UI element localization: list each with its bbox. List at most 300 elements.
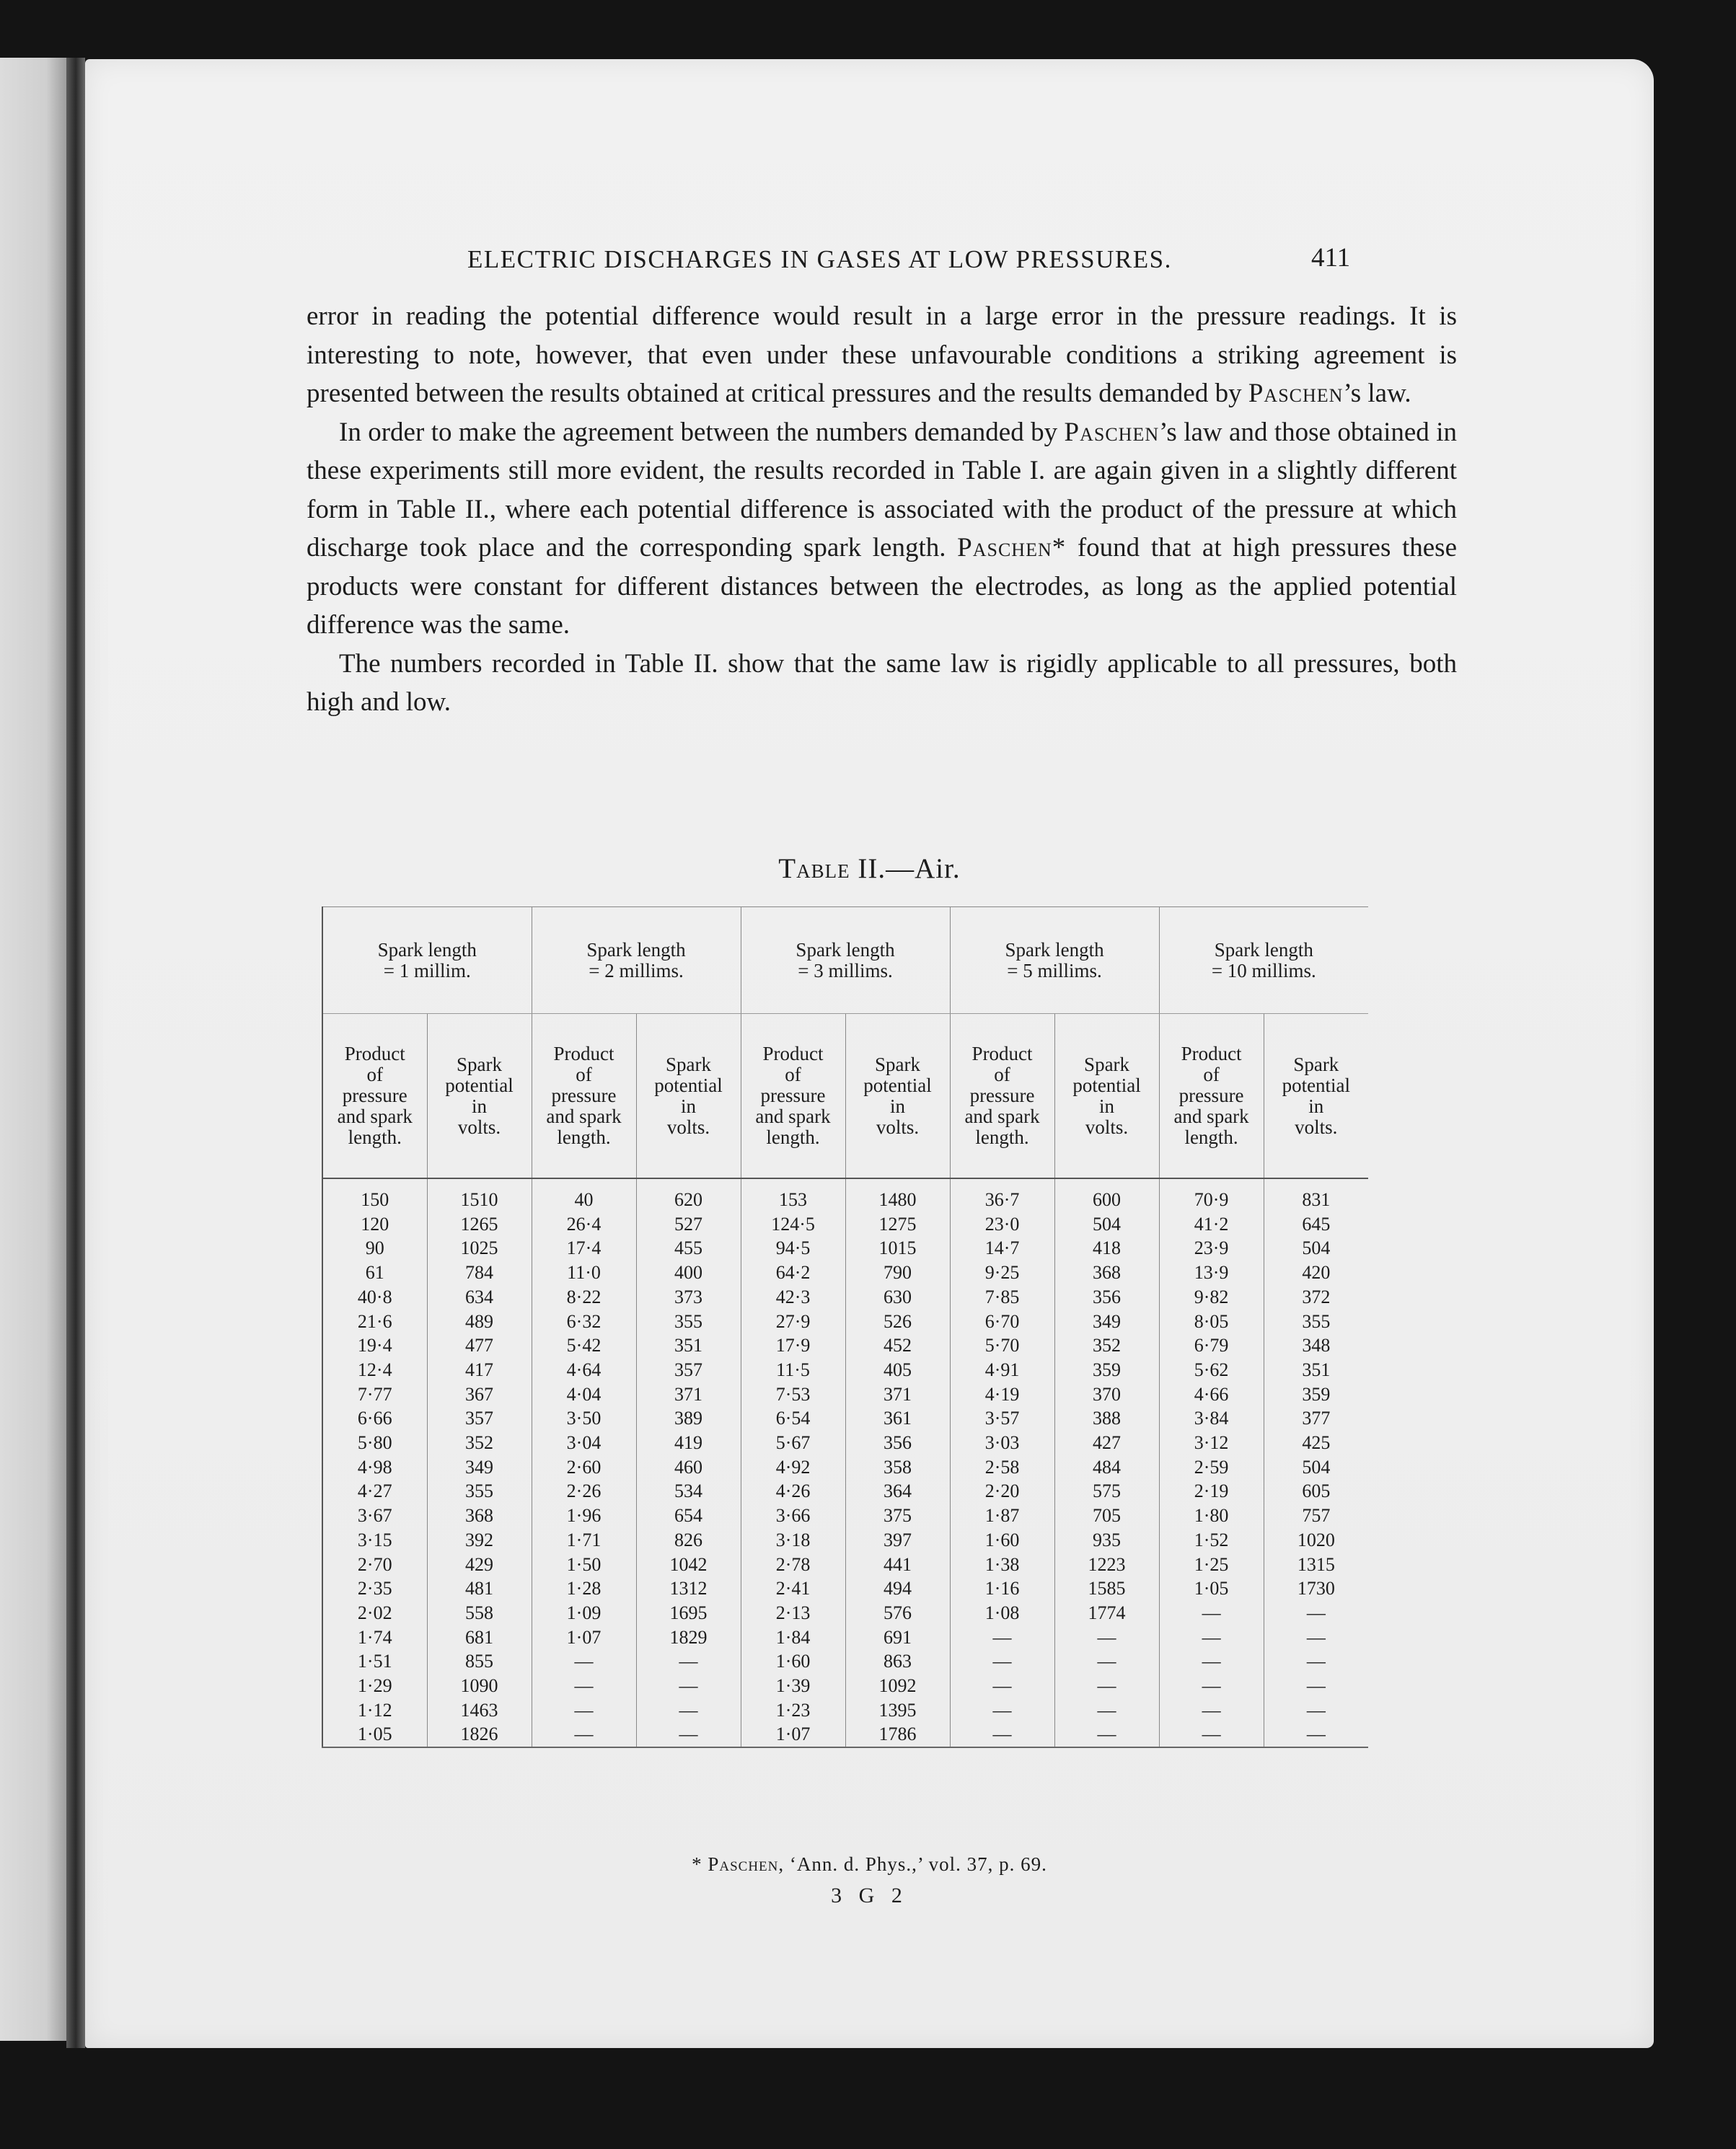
table-cell: 691 [845,1625,950,1650]
table-row [322,1285,1368,1310]
table-cell: 349 [1054,1310,1159,1334]
table-cell: 42·3 [741,1285,845,1310]
table-cell: 2·19 [1159,1479,1264,1504]
table-body [322,1178,1368,1747]
table-cell: 351 [636,1333,741,1358]
table-cell: 1·71 [532,1528,636,1553]
table-cell: 620 [636,1178,741,1212]
header-line: in [1099,1095,1115,1117]
table-cell: 64·2 [741,1261,845,1285]
header-line: length. [975,1126,1029,1148]
table-cell: 484 [1054,1455,1159,1480]
table-cell: 94·5 [741,1236,845,1261]
author-name: Paschen [1248,379,1344,408]
header-line: Product [553,1043,614,1064]
group-header-3 [741,907,950,1014]
footnote-author: Paschen [708,1853,779,1875]
table-cell: 3·03 [950,1431,1054,1455]
table-cell: 4·92 [741,1455,845,1480]
header-line: volts. [666,1116,710,1138]
table-cell: 784 [427,1261,532,1285]
table-cell: 2·13 [741,1601,845,1625]
table-cell: 605 [1264,1479,1368,1504]
product-header [322,1014,427,1179]
table-cell: 826 [636,1528,741,1553]
table-cell: 1·50 [532,1553,636,1577]
table-cell: 418 [1054,1236,1159,1261]
header-line: potential [445,1074,514,1096]
table-cell: 504 [1054,1212,1159,1237]
potential-header [636,1014,741,1179]
table-cell: 352 [1054,1333,1159,1358]
table-row [322,1576,1368,1601]
table-cell: 1090 [427,1674,532,1698]
table-cell: 527 [636,1212,741,1237]
sub-header-row [322,1014,1368,1179]
table-row [322,1310,1368,1334]
potential-header [427,1014,532,1179]
header-line: pressure [760,1085,826,1106]
header-line: in [681,1095,697,1117]
table-cell: 2·58 [950,1455,1054,1480]
table-cell: 489 [427,1310,532,1334]
header-line: volts. [1085,1116,1129,1138]
table-cell: 1·60 [741,1649,845,1674]
paragraph-3: The numbers recorded in Table II. show that the same law is rigidly applicable to all pressures, both high and low. [307,648,1457,717]
header-line: length. [348,1126,402,1148]
table-cell: 357 [636,1358,741,1382]
table-cell: 36·7 [950,1178,1054,1212]
table-cell: 5·70 [950,1333,1054,1358]
table-cell: 26·4 [532,1212,636,1237]
table-row [322,1698,1368,1723]
table-cell: 1·38 [950,1553,1054,1577]
potential-header [845,1014,950,1179]
table-cell: 6·70 [950,1310,1054,1334]
data-table [322,906,1368,1748]
group-header-line: Spark length [377,938,477,961]
table-cell: 855 [427,1649,532,1674]
page [85,59,1654,2048]
product-header [741,1014,845,1179]
table-cell: 2·78 [741,1553,845,1577]
table-cell: — [1054,1649,1159,1674]
table-cell: 2·70 [322,1553,427,1577]
table-cell: — [1264,1601,1368,1625]
table-cell: 576 [845,1601,950,1625]
table-cell: 4·98 [322,1455,427,1480]
table-cell: — [1159,1625,1264,1650]
group-header-4 [950,907,1159,1014]
potential-header [1264,1014,1368,1179]
table-cell: 1·96 [532,1504,636,1528]
table-cell: 1786 [845,1722,950,1747]
header-line: and spark [337,1106,413,1127]
table-cell: 1275 [845,1212,950,1237]
table-cell: 359 [1264,1382,1368,1407]
table-cell: 4·64 [532,1358,636,1382]
table-cell: 427 [1054,1431,1159,1455]
table-cell: — [1264,1698,1368,1723]
table-cell: 372 [1264,1285,1368,1310]
table-cell: 364 [845,1479,950,1504]
table-cell: — [1159,1649,1264,1674]
header-line: potential [1282,1074,1351,1096]
table-cell: 377 [1264,1406,1368,1431]
group-header-line: = 3 millims. [798,959,893,981]
table-cell: — [532,1722,636,1747]
table-cell: 681 [427,1625,532,1650]
paragraph-2: In order to make the agreement between the numbers demanded by Paschen’s law and those obtained in these experiments still more evident, the results recorded in Table I. are again given in a slightly different form in Table II., where each potential difference is associated with the product of the pressure at which discharge took place and the corresponding spark length. Paschen* found that at high pressures these products were constant for different distances between the electrodes, as long as the applied potential difference was the same. [307,417,1458,640]
table-cell: 1265 [427,1212,532,1237]
author-name: Paschen [1064,417,1160,447]
running-header [85,245,1654,281]
table-cell: 9·25 [950,1261,1054,1285]
table-cell: 370 [1054,1382,1159,1407]
table-cell: 1042 [636,1553,741,1577]
table-cell: 368 [427,1504,532,1528]
table-cell: 1395 [845,1698,950,1723]
header-line: of [366,1064,383,1085]
table-cell: 1·84 [741,1625,845,1650]
table-row [322,1601,1368,1625]
table-cell: 1·28 [532,1576,636,1601]
table-row [322,1382,1368,1407]
header-line: Product [1181,1043,1242,1064]
table-cell: 654 [636,1504,741,1528]
table-cell: 420 [1264,1261,1368,1285]
table-cell: 1·23 [741,1698,845,1723]
table-cell: 504 [1264,1455,1368,1480]
header-line: Spark [1293,1053,1339,1075]
header-line: potential [1072,1074,1141,1096]
table-cell: 40 [532,1178,636,1212]
author-name: Paschen* [957,533,1067,562]
table-cell: 23·0 [950,1212,1054,1237]
product-header [950,1014,1054,1179]
table-cell: 757 [1264,1504,1368,1528]
table-cell: 705 [1054,1504,1159,1528]
table-row [322,1504,1368,1528]
table-row [322,1649,1368,1674]
table-cell: 2·20 [950,1479,1054,1504]
header-line: in [1308,1095,1324,1117]
table-cell: 373 [636,1285,741,1310]
table-cell: 21·6 [322,1310,427,1334]
group-header-row [322,907,1368,1014]
table-row [322,1212,1368,1237]
table-cell: 2·02 [322,1601,427,1625]
table-cell: — [1054,1625,1159,1650]
table-cell: 2·35 [322,1576,427,1601]
table-row [322,1406,1368,1431]
header-line: pressure [551,1085,617,1106]
table-cell: 575 [1054,1479,1159,1504]
table-cell: 494 [845,1576,950,1601]
table-cell: 13·9 [1159,1261,1264,1285]
body-text [307,297,1457,722]
table-cell: 2·41 [741,1576,845,1601]
group-header-line: = 5 millims. [1007,959,1102,981]
header-line: potential [863,1074,932,1096]
table-cell: 5·67 [741,1431,845,1455]
header-line: pressure [342,1085,407,1106]
table-cell: 352 [427,1431,532,1455]
header-line: length. [1184,1126,1238,1148]
table-cell: 1223 [1054,1553,1159,1577]
table-cell: 1315 [1264,1553,1368,1577]
header-line: Spark [457,1053,502,1075]
table-cell: — [1054,1674,1159,1698]
group-header-1 [322,907,532,1014]
table-cell: 397 [845,1528,950,1553]
header-line: of [785,1064,801,1085]
table-cell: 1·60 [950,1528,1054,1553]
table-title: Table II.—Air. [778,853,961,884]
book-gutter [66,58,85,2048]
product-header [1159,1014,1264,1179]
header-line: Spark [666,1053,712,1075]
table-cell: 1463 [427,1698,532,1723]
table-cell: 452 [845,1333,950,1358]
header-line: volts. [876,1116,920,1138]
table-cell: 90 [322,1236,427,1261]
table-cell: 351 [1264,1358,1368,1382]
table-cell: 17·4 [532,1236,636,1261]
table-cell: 1·39 [741,1674,845,1698]
table-cell: 11·0 [532,1261,636,1285]
table-cell: 8·05 [1159,1310,1264,1334]
header-line: Product [971,1043,1033,1064]
table-cell: 349 [427,1455,532,1480]
table-cell: 405 [845,1358,950,1382]
table-cell: 14·7 [950,1236,1054,1261]
table-cell: — [1054,1698,1159,1723]
table-row [322,1431,1368,1455]
table-cell: — [636,1722,741,1747]
table-cell: — [1159,1722,1264,1747]
table-cell: — [532,1698,636,1723]
table-cell: 634 [427,1285,532,1310]
table-cell: 2·26 [532,1479,636,1504]
table-container [322,906,1367,1828]
table-cell: 17·9 [741,1333,845,1358]
table-cell: — [950,1698,1054,1723]
table-cell: 1730 [1264,1576,1368,1601]
table-cell: 1·09 [532,1601,636,1625]
table-cell: 359 [1054,1358,1159,1382]
group-header-line: = 2 millims. [589,959,684,981]
table-cell: 1·07 [532,1625,636,1650]
table-cell: 504 [1264,1236,1368,1261]
table-row [322,1455,1368,1480]
table-cell: 1829 [636,1625,741,1650]
group-header-line: Spark length [586,938,686,961]
table-cell: 1695 [636,1601,741,1625]
table-cell: 1480 [845,1178,950,1212]
header-line: volts. [457,1116,501,1138]
table-cell: 400 [636,1261,741,1285]
table-cell: 150 [322,1178,427,1212]
header-line: length. [557,1126,611,1148]
table-cell: 389 [636,1406,741,1431]
table-cell: 1585 [1054,1576,1159,1601]
table-cell: 27·9 [741,1310,845,1334]
table-cell: — [532,1649,636,1674]
table-cell: 4·27 [322,1479,427,1504]
header-line: of [994,1064,1010,1085]
table-cell: 429 [427,1553,532,1577]
table-cell: — [1159,1601,1264,1625]
table-cell: 1·25 [1159,1553,1264,1577]
table-cell: 5·80 [322,1431,427,1455]
table-cell: 6·32 [532,1310,636,1334]
table-cell: 4·66 [1159,1382,1264,1407]
table-cell: 3·15 [322,1528,427,1553]
table-cell: 348 [1264,1333,1368,1358]
header-line: in [472,1095,488,1117]
table-cell: 3·66 [741,1504,845,1528]
header-line: in [890,1095,906,1117]
table-cell: 630 [845,1285,950,1310]
table-cell: 645 [1264,1212,1368,1237]
table-cell: — [1264,1722,1368,1747]
table-cell: 1·80 [1159,1504,1264,1528]
table-cell: — [1264,1625,1368,1650]
table-cell: 425 [1264,1431,1368,1455]
table-cell: 2·60 [532,1455,636,1480]
header-line: pressure [1178,1085,1244,1106]
header-line: Spark [1084,1053,1130,1075]
table-cell: 4·19 [950,1382,1054,1407]
table-cell: — [950,1625,1054,1650]
table-cell: 455 [636,1236,741,1261]
table-cell: 361 [845,1406,950,1431]
footnote: * Paschen, ‘Ann. d. Phys.,’ vol. 37, p. 69. [692,1853,1047,1875]
table-cell: 3·67 [322,1504,427,1528]
table-cell: 863 [845,1649,950,1674]
table-cell: — [1264,1649,1368,1674]
table-cell: 356 [845,1431,950,1455]
header-line: and spark [964,1106,1040,1127]
table-cell: 1510 [427,1178,532,1212]
running-title: ELECTRIC DISCHARGES IN GASES AT LOW PRESSURES. [467,245,1172,273]
signature-mark: 3 G 2 [831,1884,908,1907]
group-header-line: Spark length [1005,938,1104,961]
table-cell: 392 [427,1528,532,1553]
table-cell: 5·62 [1159,1358,1264,1382]
table-cell: 7·77 [322,1382,427,1407]
table-cell: 831 [1264,1178,1368,1212]
table-cell: 371 [845,1382,950,1407]
table-cell: — [950,1722,1054,1747]
table-cell: 6·66 [322,1406,427,1431]
table-cell: 600 [1054,1178,1159,1212]
header-line: Product [344,1043,405,1064]
table-cell: 4·04 [532,1382,636,1407]
table-cell: 5·42 [532,1333,636,1358]
table-cell: 355 [636,1310,741,1334]
table-cell: 357 [427,1406,532,1431]
table-cell: 3·12 [1159,1431,1264,1455]
table-cell: 4·26 [741,1479,845,1504]
header-line: of [576,1064,592,1085]
product-header [532,1014,636,1179]
table-cell: — [950,1649,1054,1674]
header-line: and spark [546,1106,622,1127]
table-cell: 790 [845,1261,950,1285]
table-cell: 1020 [1264,1528,1368,1553]
table-cell: 9·82 [1159,1285,1264,1310]
table-cell: 558 [427,1601,532,1625]
header-line: of [1203,1064,1220,1085]
table-cell: 11·5 [741,1358,845,1382]
table-cell: 460 [636,1455,741,1480]
table-cell: 367 [427,1382,532,1407]
table-row [322,1178,1368,1212]
table-cell: 3·84 [1159,1406,1264,1431]
table-cell: 534 [636,1479,741,1504]
table-cell: — [532,1674,636,1698]
table-cell: 1·87 [950,1504,1054,1528]
table-cell: 1312 [636,1576,741,1601]
table-cell: 417 [427,1358,532,1382]
table-cell: 3·18 [741,1528,845,1553]
table-cell: 1·16 [950,1576,1054,1601]
table-cell: 1·08 [950,1601,1054,1625]
table-cell: 355 [1264,1310,1368,1334]
table-cell: 12·4 [322,1358,427,1382]
table-cell: 7·53 [741,1382,845,1407]
table-cell: 4·91 [950,1358,1054,1382]
table-cell: 1826 [427,1722,532,1747]
table-row [322,1236,1368,1261]
header-line: potential [654,1074,723,1096]
facing-page-edge [0,58,66,2041]
table-cell: 41·2 [1159,1212,1264,1237]
table-cell: — [1159,1698,1264,1723]
table-cell: 40·8 [322,1285,427,1310]
table-cell: 1·05 [1159,1576,1264,1601]
table-cell: 441 [845,1553,950,1577]
table-cell: 6·54 [741,1406,845,1431]
table-cell: 3·50 [532,1406,636,1431]
table-cell: — [636,1698,741,1723]
table-cell: 3·04 [532,1431,636,1455]
table-cell: 368 [1054,1261,1159,1285]
group-header-line: = 10 millims. [1211,959,1316,981]
table-cell: 375 [845,1504,950,1528]
table-row [322,1333,1368,1358]
header-line: length. [766,1126,820,1148]
table-cell: 23·9 [1159,1236,1264,1261]
table-row [322,1528,1368,1553]
table-cell: 371 [636,1382,741,1407]
potential-header [1054,1014,1159,1179]
table-row [322,1358,1368,1382]
table-cell: 355 [427,1479,532,1504]
table-cell: 419 [636,1431,741,1455]
table-cell: 526 [845,1310,950,1334]
table-cell: 1·29 [322,1674,427,1698]
table-cell: 477 [427,1333,532,1358]
table-row [322,1553,1368,1577]
table-cell: — [1159,1674,1264,1698]
table-cell: 153 [741,1178,845,1212]
group-header-2 [532,907,741,1014]
table-cell: 61 [322,1261,427,1285]
header-line: volts. [1295,1116,1338,1138]
